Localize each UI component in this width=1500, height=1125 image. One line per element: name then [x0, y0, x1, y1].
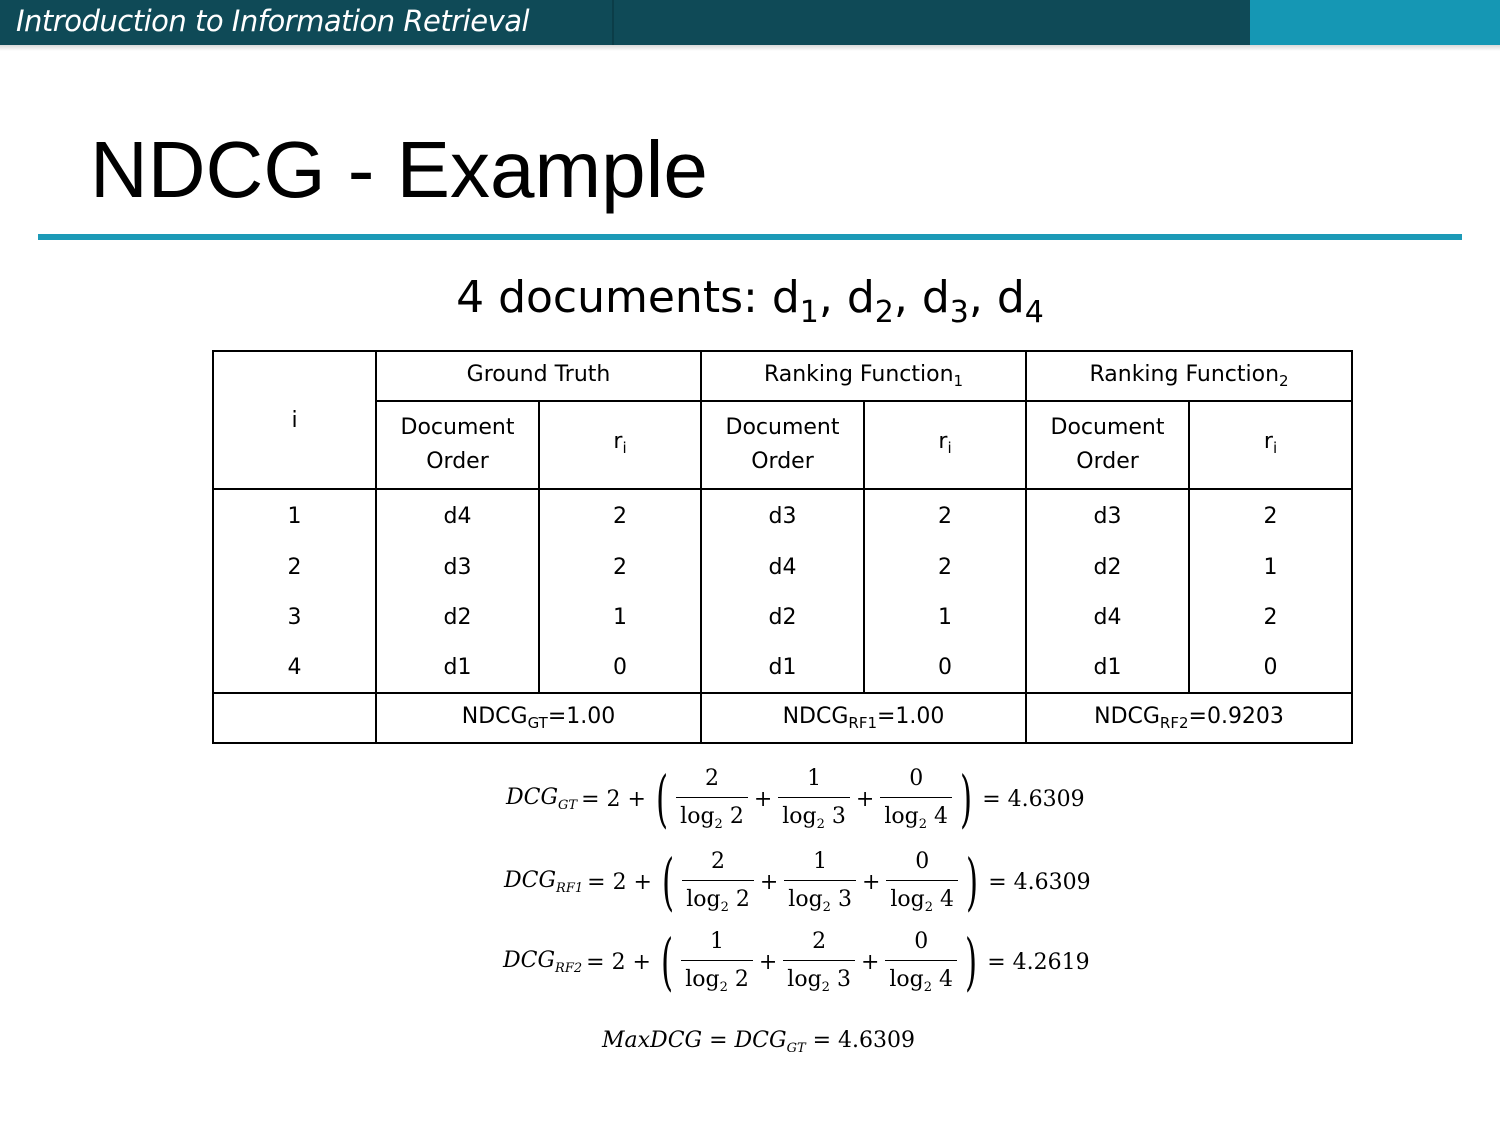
ndcg-rf1 — [701, 693, 1026, 743]
group-label: Ground Truth — [466, 362, 611, 387]
equation-max-dcg — [602, 1028, 915, 1056]
cell-gt-doc: d4 — [376, 489, 539, 542]
header-seam — [612, 0, 614, 45]
log-base: 2 — [822, 900, 831, 915]
frac-num: 2 — [682, 849, 754, 881]
frac-den — [676, 798, 748, 832]
log-base: 2 — [821, 980, 830, 995]
plus-sign: + — [860, 949, 880, 975]
cell-rf1-r: 0 — [864, 642, 1026, 693]
frac-den — [880, 798, 952, 832]
r-label: r — [1263, 429, 1273, 454]
log-arg: 2 — [728, 887, 750, 912]
log-base: 2 — [714, 817, 723, 832]
max-result: = 4.6309 — [805, 1028, 916, 1053]
ndcg-sub: RF1 — [848, 714, 877, 732]
cell-rf1-doc: d2 — [701, 592, 864, 642]
cell-i: 1 — [213, 489, 376, 542]
max-mid: = — [702, 1028, 735, 1053]
ndcg-base: NDCG — [1094, 704, 1160, 729]
group-header-row — [213, 351, 1352, 401]
eq-result: = 4.6309 — [988, 869, 1091, 895]
fraction — [880, 766, 952, 832]
cell-gt-doc: d3 — [376, 542, 539, 592]
cell-gt-r: 2 — [539, 542, 701, 592]
table-row — [213, 592, 1352, 642]
eq-lhs-sub: RF1 — [556, 881, 584, 896]
doc-label-4 — [996, 272, 1044, 330]
doc-order-header — [1026, 401, 1189, 489]
eq-lead: = 2 + — [587, 869, 652, 895]
cell-i: 2 — [213, 542, 376, 592]
doc-sub: 3 — [949, 295, 969, 330]
subtitle — [0, 272, 1500, 330]
group-label: Ranking Function — [1089, 362, 1280, 387]
doc-base: d — [921, 272, 950, 323]
cell-i: 3 — [213, 592, 376, 642]
cell-gt-r: 2 — [539, 489, 701, 542]
doc-base: d — [846, 272, 875, 323]
right-paren: ) — [966, 845, 979, 918]
doc-order-line1: Document — [400, 415, 515, 440]
ndcg-base: NDCG — [461, 704, 528, 729]
plus-sign: + — [855, 786, 875, 812]
group-label: Ranking Function — [763, 362, 954, 387]
empty-cell — [213, 693, 376, 743]
header-shadow — [0, 45, 1500, 51]
max-rhs-base: DCG — [734, 1028, 787, 1053]
cell-gt-doc: d2 — [376, 592, 539, 642]
log-arg: 4 — [933, 887, 955, 912]
frac-num: 1 — [778, 766, 850, 798]
ndcg-sub: RF2 — [1159, 714, 1189, 732]
log-label: log — [686, 887, 721, 912]
fraction — [784, 849, 856, 915]
log-base: 2 — [924, 900, 934, 915]
doc-sep: , — [893, 272, 922, 323]
cell-rf1-doc: d4 — [701, 542, 864, 592]
log-label: log — [787, 967, 822, 992]
doc-sep: , — [818, 272, 847, 323]
ndcg-rf2 — [1026, 693, 1352, 743]
log-arg: 3 — [829, 967, 851, 992]
eq-lhs — [504, 868, 583, 896]
course-title: Introduction to Information Retrieval — [16, 4, 530, 38]
doc-order-line2: Order — [751, 449, 814, 474]
frac-den — [783, 961, 855, 995]
log-label: log — [889, 967, 924, 992]
col-i-header: i — [213, 351, 376, 489]
doc-order-line2: Order — [1076, 449, 1139, 474]
log-arg: 3 — [824, 804, 846, 829]
doc-order-line1: Document — [1050, 415, 1165, 440]
equation-dcg-rf1 — [504, 845, 1095, 918]
cell-rf2-r: 1 — [1189, 542, 1352, 592]
ndcg-value: =1.00 — [877, 704, 945, 729]
max-rhs — [734, 1028, 806, 1056]
log-arg: 2 — [722, 804, 744, 829]
cell-rf1-doc: d3 — [701, 489, 864, 542]
frac-num: 1 — [681, 929, 753, 961]
log-label: log — [884, 804, 919, 829]
frac-den — [681, 961, 753, 995]
max-lhs: MaxDCG — [602, 1028, 703, 1053]
r-header — [864, 401, 1026, 489]
frac-den — [682, 881, 754, 915]
frac-num: 0 — [886, 849, 958, 881]
group-header-rf2 — [1026, 351, 1352, 401]
ndcg-sub: GT — [527, 714, 548, 732]
log-base: 2 — [719, 980, 728, 995]
cell-rf2-r: 2 — [1189, 489, 1352, 542]
header-accent-block — [1250, 0, 1500, 45]
r-sub: i — [947, 439, 952, 457]
cell-rf2-doc: d2 — [1026, 542, 1189, 592]
eq-lhs — [506, 785, 577, 813]
group-sub: 1 — [953, 372, 964, 390]
log-base: 2 — [720, 900, 729, 915]
max-rhs-sub: GT — [786, 1041, 806, 1056]
plus-sign: + — [758, 949, 778, 975]
ndcg-table — [212, 350, 1353, 744]
frac-num: 2 — [783, 929, 855, 961]
plus-sign: + — [861, 869, 881, 895]
r-header — [1189, 401, 1352, 489]
eq-lhs-sub: GT — [558, 798, 578, 813]
left-paren: ( — [662, 845, 675, 918]
frac-den — [886, 881, 958, 915]
log-arg: 4 — [927, 804, 949, 829]
log-arg: 4 — [932, 967, 954, 992]
fraction — [681, 929, 753, 995]
equation-dcg-rf2 — [503, 925, 1094, 998]
cell-rf1-r: 2 — [864, 489, 1026, 542]
log-arg: 3 — [830, 887, 852, 912]
eq-lhs-base: DCG — [504, 868, 557, 893]
sub-header-row — [213, 401, 1352, 489]
fraction — [886, 849, 958, 915]
doc-base: d — [771, 272, 800, 323]
r-label: r — [938, 429, 948, 454]
ndcg-gt — [376, 693, 701, 743]
log-label: log — [680, 804, 715, 829]
cell-rf2-r: 0 — [1189, 642, 1352, 693]
log-label: log — [782, 804, 817, 829]
title-rule — [38, 234, 1462, 240]
ndcg-base: NDCG — [782, 704, 849, 729]
ndcg-value: =0.9203 — [1188, 704, 1284, 729]
doc-sub: 1 — [799, 295, 819, 330]
eq-lhs-base: DCG — [503, 948, 556, 973]
cell-rf2-doc: d3 — [1026, 489, 1189, 542]
eq-lhs — [503, 948, 582, 976]
ndcg-value: =1.00 — [547, 704, 616, 729]
cell-rf1-r: 2 — [864, 542, 1026, 592]
doc-order-header — [376, 401, 539, 489]
group-sub: 2 — [1279, 372, 1289, 390]
frac-num: 0 — [880, 766, 952, 798]
eq-lead: = 2 + — [581, 786, 646, 812]
log-label: log — [685, 967, 720, 992]
table-row — [213, 542, 1352, 592]
eq-result: = 4.6309 — [982, 786, 1085, 812]
frac-den — [885, 961, 957, 995]
equation-dcg-gt — [506, 762, 1089, 835]
doc-order-header — [701, 401, 864, 489]
r-sub: i — [1272, 439, 1278, 457]
eq-lead: = 2 + — [586, 949, 651, 975]
frac-den — [778, 798, 850, 832]
table-row — [213, 642, 1352, 693]
slide-title: NDCG - Example — [90, 125, 708, 214]
plus-sign: + — [753, 786, 773, 812]
doc-sub: 2 — [874, 295, 894, 330]
right-paren: ) — [965, 925, 978, 998]
eq-lhs-base: DCG — [506, 785, 559, 810]
doc-label-3 — [921, 272, 997, 330]
cell-rf2-doc: d1 — [1026, 642, 1189, 693]
left-paren: ( — [656, 762, 669, 835]
right-paren: ) — [960, 762, 973, 835]
doc-sep: , — [968, 272, 997, 323]
table-row — [213, 489, 1352, 542]
fraction — [885, 929, 957, 995]
cell-rf2-r: 2 — [1189, 592, 1352, 642]
plus-sign: + — [759, 869, 779, 895]
cell-gt-r: 0 — [539, 642, 701, 693]
fraction — [682, 849, 754, 915]
doc-label-2 — [846, 272, 922, 330]
fraction — [783, 929, 855, 995]
cell-rf1-r: 1 — [864, 592, 1026, 642]
eq-lhs-sub: RF2 — [555, 961, 583, 976]
cell-rf1-doc: d1 — [701, 642, 864, 693]
log-label: log — [788, 887, 823, 912]
cell-gt-doc: d1 — [376, 642, 539, 693]
frac-num: 2 — [676, 766, 748, 798]
r-header — [539, 401, 701, 489]
left-paren: ( — [661, 925, 674, 998]
log-arg: 2 — [727, 967, 749, 992]
log-base: 2 — [923, 980, 933, 995]
frac-den — [784, 881, 856, 915]
doc-label-1 — [771, 272, 847, 330]
group-header-gt — [376, 351, 701, 401]
fraction — [778, 766, 850, 832]
eq-result: = 4.2619 — [987, 949, 1090, 975]
fraction — [676, 766, 748, 832]
doc-order-line1: Document — [725, 415, 840, 440]
ndcg-result-row — [213, 693, 1352, 743]
log-base: 2 — [816, 817, 825, 832]
subtitle-prefix: 4 documents: — [456, 272, 772, 323]
doc-sub: 4 — [1024, 295, 1044, 330]
log-base: 2 — [918, 817, 928, 832]
group-header-rf1 — [701, 351, 1026, 401]
cell-gt-r: 1 — [539, 592, 701, 642]
r-sub: i — [622, 439, 627, 457]
log-label: log — [890, 887, 925, 912]
r-label: r — [613, 429, 623, 454]
doc-order-line2: Order — [426, 449, 489, 474]
cell-i: 4 — [213, 642, 376, 693]
frac-num: 0 — [885, 929, 957, 961]
frac-num: 1 — [784, 849, 856, 881]
doc-base: d — [996, 272, 1025, 323]
cell-rf2-doc: d4 — [1026, 592, 1189, 642]
